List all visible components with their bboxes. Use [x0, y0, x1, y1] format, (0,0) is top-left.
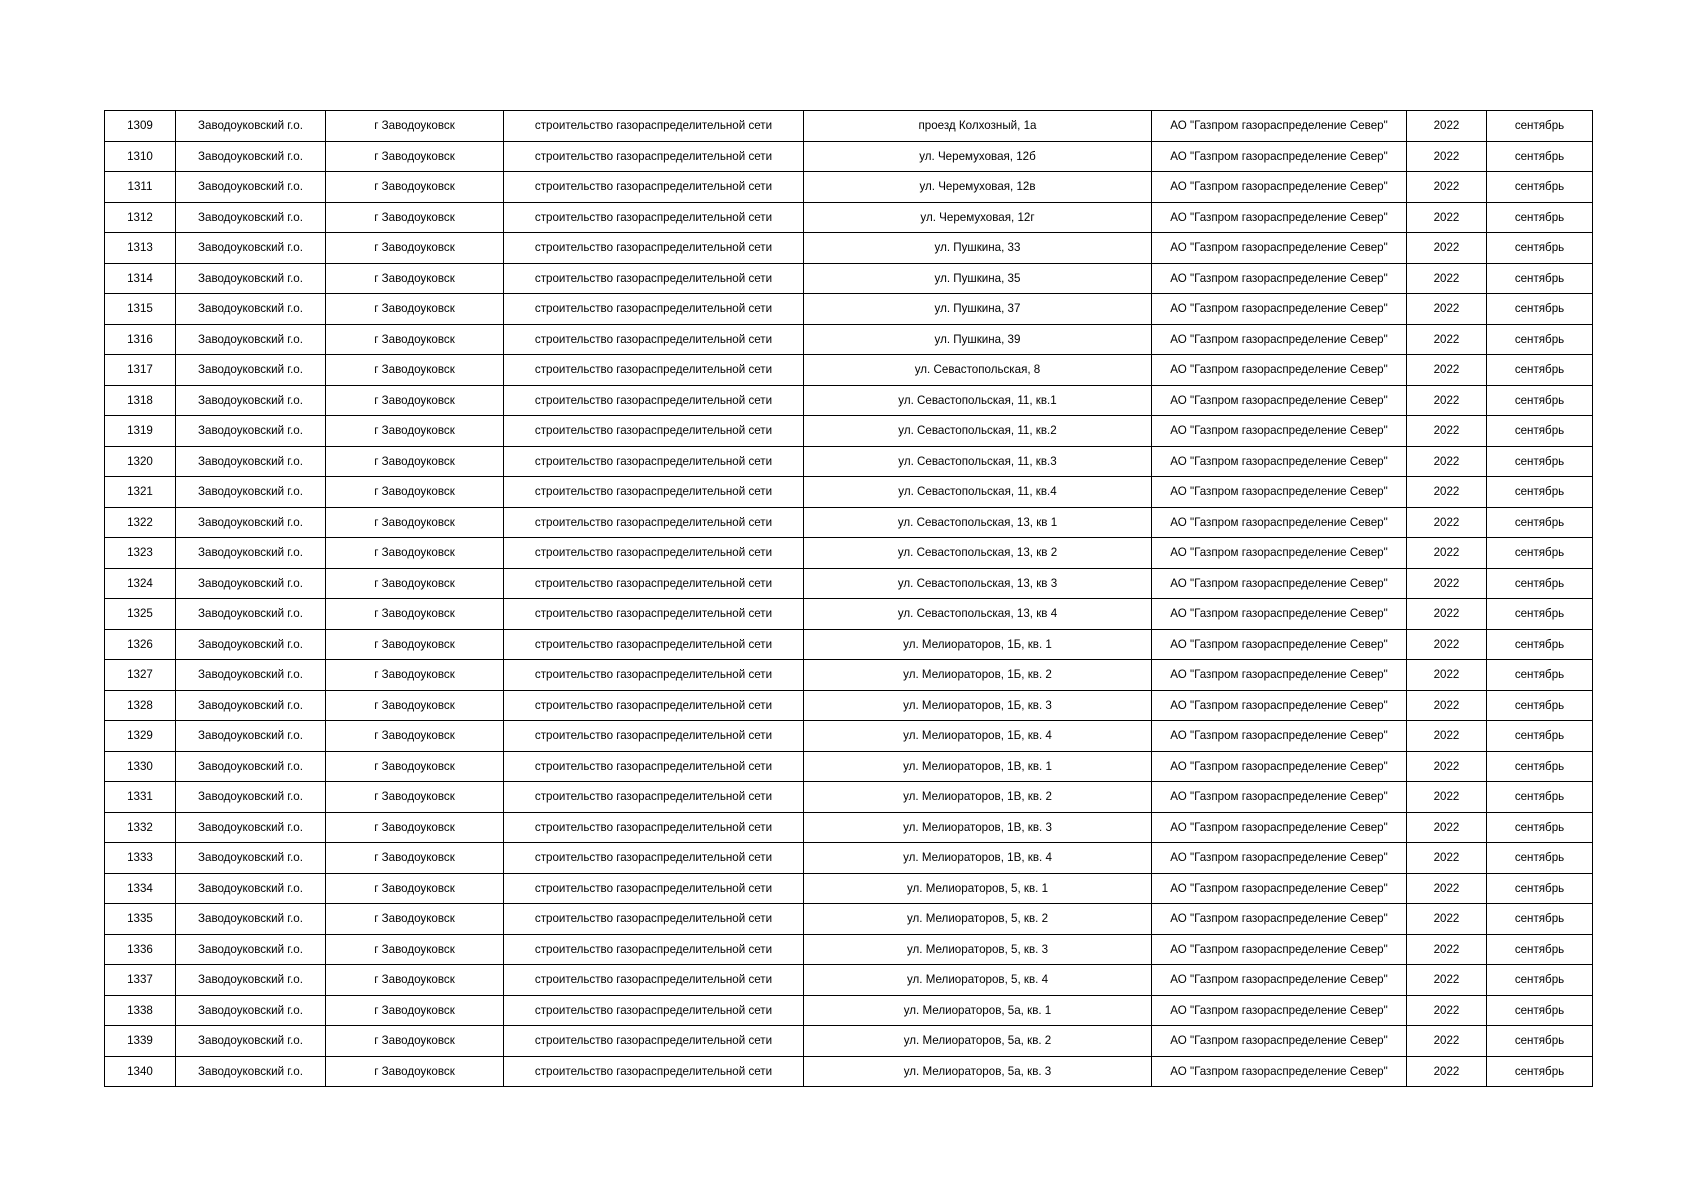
organization-cell: АО "Газпром газораспределение Север": [1152, 873, 1407, 904]
work-type-cell: строительство газораспределительной сети: [504, 721, 804, 752]
district-cell: Заводоуковский г.о.: [176, 843, 326, 874]
row-number-cell: 1330: [105, 751, 176, 782]
district-cell: Заводоуковский г.о.: [176, 416, 326, 447]
month-cell: сентябрь: [1487, 629, 1593, 660]
year-cell: 2022: [1407, 721, 1487, 752]
work-type-cell: строительство газораспределительной сети: [504, 812, 804, 843]
city-cell: г Заводоуковск: [326, 477, 504, 508]
year-cell: 2022: [1407, 934, 1487, 965]
table-row: [105, 538, 1593, 569]
address-cell: проезд Колхозный, 1а: [804, 111, 1152, 142]
month-cell: сентябрь: [1487, 965, 1593, 996]
district-cell: Заводоуковский г.о.: [176, 477, 326, 508]
month-cell: сентябрь: [1487, 324, 1593, 355]
city-cell: г Заводоуковск: [326, 965, 504, 996]
city-cell: г Заводоуковск: [326, 904, 504, 935]
city-cell: г Заводоуковск: [326, 629, 504, 660]
row-number-cell: 1325: [105, 599, 176, 630]
city-cell: г Заводоуковск: [326, 873, 504, 904]
district-cell: Заводоуковский г.о.: [176, 111, 326, 142]
month-cell: сентябрь: [1487, 385, 1593, 416]
district-cell: Заводоуковский г.о.: [176, 721, 326, 752]
district-cell: Заводоуковский г.о.: [176, 263, 326, 294]
work-type-cell: строительство газораспределительной сети: [504, 568, 804, 599]
table-row: [105, 843, 1593, 874]
work-type-cell: строительство газораспределительной сети: [504, 416, 804, 447]
address-cell: ул. Севастопольская, 13, кв 3: [804, 568, 1152, 599]
year-cell: 2022: [1407, 599, 1487, 630]
row-number-cell: 1331: [105, 782, 176, 813]
month-cell: сентябрь: [1487, 141, 1593, 172]
address-cell: ул. Севастопольская, 11, кв.1: [804, 385, 1152, 416]
work-type-cell: строительство газораспределительной сети: [504, 355, 804, 386]
month-cell: сентябрь: [1487, 721, 1593, 752]
year-cell: 2022: [1407, 477, 1487, 508]
district-cell: Заводоуковский г.о.: [176, 355, 326, 386]
work-type-cell: строительство газораспределительной сети: [504, 507, 804, 538]
row-number-cell: 1324: [105, 568, 176, 599]
table-row: [105, 477, 1593, 508]
address-cell: ул. Пушкина, 33: [804, 233, 1152, 264]
district-cell: Заводоуковский г.о.: [176, 904, 326, 935]
year-cell: 2022: [1407, 111, 1487, 142]
month-cell: сентябрь: [1487, 233, 1593, 264]
city-cell: г Заводоуковск: [326, 721, 504, 752]
district-cell: Заводоуковский г.о.: [176, 1056, 326, 1087]
work-type-cell: строительство газораспределительной сети: [504, 477, 804, 508]
year-cell: 2022: [1407, 568, 1487, 599]
organization-cell: АО "Газпром газораспределение Север": [1152, 843, 1407, 874]
city-cell: г Заводоуковск: [326, 660, 504, 691]
work-type-cell: строительство газораспределительной сети: [504, 172, 804, 203]
district-cell: Заводоуковский г.о.: [176, 660, 326, 691]
address-cell: ул. Севастопольская, 11, кв.3: [804, 446, 1152, 477]
organization-cell: АО "Газпром газораспределение Север": [1152, 1026, 1407, 1057]
organization-cell: АО "Газпром газораспределение Север": [1152, 934, 1407, 965]
table-row: [105, 629, 1593, 660]
city-cell: г Заводоуковск: [326, 995, 504, 1026]
address-cell: ул. Мелиораторов, 5а, кв. 3: [804, 1056, 1152, 1087]
row-number-cell: 1311: [105, 172, 176, 203]
district-cell: Заводоуковский г.о.: [176, 934, 326, 965]
row-number-cell: 1315: [105, 294, 176, 325]
month-cell: сентябрь: [1487, 934, 1593, 965]
table-row: [105, 141, 1593, 172]
row-number-cell: 1326: [105, 629, 176, 660]
address-cell: ул. Мелиораторов, 5а, кв. 2: [804, 1026, 1152, 1057]
table-row: [105, 782, 1593, 813]
month-cell: сентябрь: [1487, 1056, 1593, 1087]
district-cell: Заводоуковский г.о.: [176, 538, 326, 569]
table-row: [105, 904, 1593, 935]
row-number-cell: 1322: [105, 507, 176, 538]
work-type-cell: строительство газораспределительной сети: [504, 111, 804, 142]
work-type-cell: строительство газораспределительной сети: [504, 782, 804, 813]
month-cell: сентябрь: [1487, 568, 1593, 599]
row-number-cell: 1310: [105, 141, 176, 172]
month-cell: сентябрь: [1487, 995, 1593, 1026]
address-cell: ул. Пушкина, 37: [804, 294, 1152, 325]
row-number-cell: 1319: [105, 416, 176, 447]
organization-cell: АО "Газпром газораспределение Север": [1152, 751, 1407, 782]
table-row: [105, 873, 1593, 904]
address-cell: ул. Пушкина, 39: [804, 324, 1152, 355]
address-cell: ул. Мелиораторов, 5, кв. 3: [804, 934, 1152, 965]
address-cell: ул. Пушкина, 35: [804, 263, 1152, 294]
organization-cell: АО "Газпром газораспределение Север": [1152, 995, 1407, 1026]
year-cell: 2022: [1407, 538, 1487, 569]
row-number-cell: 1338: [105, 995, 176, 1026]
row-number-cell: 1332: [105, 812, 176, 843]
work-type-cell: строительство газораспределительной сети: [504, 904, 804, 935]
work-type-cell: строительство газораспределительной сети: [504, 965, 804, 996]
work-type-cell: строительство газораспределительной сети: [504, 599, 804, 630]
row-number-cell: 1317: [105, 355, 176, 386]
table-row: [105, 965, 1593, 996]
year-cell: 2022: [1407, 507, 1487, 538]
address-cell: ул. Черемуховая, 12б: [804, 141, 1152, 172]
organization-cell: АО "Газпром газораспределение Север": [1152, 202, 1407, 233]
organization-cell: АО "Газпром газораспределение Север": [1152, 233, 1407, 264]
year-cell: 2022: [1407, 660, 1487, 691]
table-row: [105, 751, 1593, 782]
year-cell: 2022: [1407, 995, 1487, 1026]
organization-cell: АО "Газпром газораспределение Север": [1152, 294, 1407, 325]
city-cell: г Заводоуковск: [326, 507, 504, 538]
year-cell: 2022: [1407, 965, 1487, 996]
city-cell: г Заводоуковск: [326, 324, 504, 355]
table-row: [105, 446, 1593, 477]
city-cell: г Заводоуковск: [326, 599, 504, 630]
work-type-cell: строительство газораспределительной сети: [504, 538, 804, 569]
work-type-cell: строительство газораспределительной сети: [504, 141, 804, 172]
address-cell: ул. Мелиораторов, 5, кв. 2: [804, 904, 1152, 935]
city-cell: г Заводоуковск: [326, 538, 504, 569]
table-row: [105, 385, 1593, 416]
district-cell: Заводоуковский г.о.: [176, 385, 326, 416]
address-cell: ул. Севастопольская, 11, кв.4: [804, 477, 1152, 508]
year-cell: 2022: [1407, 141, 1487, 172]
address-cell: ул. Севастопольская, 13, кв 2: [804, 538, 1152, 569]
row-number-cell: 1314: [105, 263, 176, 294]
table-row: [105, 812, 1593, 843]
city-cell: г Заводоуковск: [326, 782, 504, 813]
year-cell: 2022: [1407, 172, 1487, 203]
district-cell: Заводоуковский г.о.: [176, 995, 326, 1026]
row-number-cell: 1309: [105, 111, 176, 142]
table-row: [105, 1026, 1593, 1057]
month-cell: сентябрь: [1487, 782, 1593, 813]
city-cell: г Заводоуковск: [326, 141, 504, 172]
work-type-cell: строительство газораспределительной сети: [504, 1056, 804, 1087]
district-cell: Заводоуковский г.о.: [176, 568, 326, 599]
month-cell: сентябрь: [1487, 202, 1593, 233]
organization-cell: АО "Газпром газораспределение Север": [1152, 263, 1407, 294]
month-cell: сентябрь: [1487, 446, 1593, 477]
city-cell: г Заводоуковск: [326, 202, 504, 233]
row-number-cell: 1327: [105, 660, 176, 691]
organization-cell: АО "Газпром газораспределение Север": [1152, 111, 1407, 142]
month-cell: сентябрь: [1487, 599, 1593, 630]
city-cell: г Заводоуковск: [326, 355, 504, 386]
district-cell: Заводоуковский г.о.: [176, 782, 326, 813]
district-cell: Заводоуковский г.о.: [176, 202, 326, 233]
year-cell: 2022: [1407, 782, 1487, 813]
month-cell: сентябрь: [1487, 538, 1593, 569]
organization-cell: АО "Газпром газораспределение Север": [1152, 477, 1407, 508]
organization-cell: АО "Газпром газораспределение Север": [1152, 355, 1407, 386]
organization-cell: АО "Газпром газораспределение Север": [1152, 782, 1407, 813]
city-cell: г Заводоуковск: [326, 416, 504, 447]
table-row: [105, 202, 1593, 233]
table-row: [105, 934, 1593, 965]
work-type-cell: строительство газораспределительной сети: [504, 263, 804, 294]
city-cell: г Заводоуковск: [326, 843, 504, 874]
work-type-cell: строительство газораспределительной сети: [504, 629, 804, 660]
address-cell: ул. Мелиораторов, 1Б, кв. 2: [804, 660, 1152, 691]
address-cell: ул. Черемуховая, 12в: [804, 172, 1152, 203]
table-row: [105, 111, 1593, 142]
row-number-cell: 1323: [105, 538, 176, 569]
district-cell: Заводоуковский г.о.: [176, 233, 326, 264]
address-cell: ул. Мелиораторов, 1В, кв. 2: [804, 782, 1152, 813]
year-cell: 2022: [1407, 843, 1487, 874]
organization-cell: АО "Газпром газораспределение Север": [1152, 507, 1407, 538]
row-number-cell: 1312: [105, 202, 176, 233]
district-cell: Заводоуковский г.о.: [176, 873, 326, 904]
organization-cell: АО "Газпром газораспределение Север": [1152, 904, 1407, 935]
row-number-cell: 1336: [105, 934, 176, 965]
organization-cell: АО "Газпром газораспределение Север": [1152, 538, 1407, 569]
work-type-cell: строительство газораспределительной сети: [504, 843, 804, 874]
year-cell: 2022: [1407, 812, 1487, 843]
district-cell: Заводоуковский г.о.: [176, 507, 326, 538]
address-cell: ул. Мелиораторов, 1Б, кв. 1: [804, 629, 1152, 660]
table-row: [105, 995, 1593, 1026]
table-row: [105, 233, 1593, 264]
month-cell: сентябрь: [1487, 263, 1593, 294]
month-cell: сентябрь: [1487, 294, 1593, 325]
organization-cell: АО "Газпром газораспределение Север": [1152, 416, 1407, 447]
year-cell: 2022: [1407, 873, 1487, 904]
address-cell: ул. Севастопольская, 13, кв 1: [804, 507, 1152, 538]
city-cell: г Заводоуковск: [326, 1026, 504, 1057]
organization-cell: АО "Газпром газораспределение Север": [1152, 141, 1407, 172]
organization-cell: АО "Газпром газораспределение Север": [1152, 721, 1407, 752]
district-cell: Заводоуковский г.о.: [176, 446, 326, 477]
table-row: [105, 294, 1593, 325]
year-cell: 2022: [1407, 416, 1487, 447]
month-cell: сентябрь: [1487, 111, 1593, 142]
year-cell: 2022: [1407, 1026, 1487, 1057]
address-cell: ул. Мелиораторов, 1В, кв. 4: [804, 843, 1152, 874]
district-cell: Заводоуковский г.о.: [176, 751, 326, 782]
work-type-cell: строительство газораспределительной сети: [504, 202, 804, 233]
work-type-cell: строительство газораспределительной сети: [504, 233, 804, 264]
city-cell: г Заводоуковск: [326, 1056, 504, 1087]
year-cell: 2022: [1407, 751, 1487, 782]
city-cell: г Заводоуковск: [326, 812, 504, 843]
row-number-cell: 1334: [105, 873, 176, 904]
month-cell: сентябрь: [1487, 172, 1593, 203]
row-number-cell: 1329: [105, 721, 176, 752]
row-number-cell: 1318: [105, 385, 176, 416]
row-number-cell: 1313: [105, 233, 176, 264]
district-cell: Заводоуковский г.о.: [176, 324, 326, 355]
month-cell: сентябрь: [1487, 355, 1593, 386]
work-type-cell: строительство газораспределительной сети: [504, 385, 804, 416]
table-row: [105, 263, 1593, 294]
city-cell: г Заводоуковск: [326, 233, 504, 264]
address-cell: ул. Мелиораторов, 1В, кв. 1: [804, 751, 1152, 782]
organization-cell: АО "Газпром газораспределение Север": [1152, 629, 1407, 660]
city-cell: г Заводоуковск: [326, 172, 504, 203]
year-cell: 2022: [1407, 294, 1487, 325]
work-type-cell: строительство газораспределительной сети: [504, 690, 804, 721]
district-cell: Заводоуковский г.о.: [176, 141, 326, 172]
address-cell: ул. Черемуховая, 12г: [804, 202, 1152, 233]
month-cell: сентябрь: [1487, 1026, 1593, 1057]
work-type-cell: строительство газораспределительной сети: [504, 446, 804, 477]
organization-cell: АО "Газпром газораспределение Север": [1152, 690, 1407, 721]
organization-cell: АО "Газпром газораспределение Север": [1152, 599, 1407, 630]
month-cell: сентябрь: [1487, 416, 1593, 447]
year-cell: 2022: [1407, 355, 1487, 386]
table-row: [105, 416, 1593, 447]
month-cell: сентябрь: [1487, 843, 1593, 874]
work-type-cell: строительство газораспределительной сети: [504, 873, 804, 904]
year-cell: 2022: [1407, 446, 1487, 477]
data-table: [104, 110, 1593, 1087]
address-cell: ул. Мелиораторов, 1В, кв. 3: [804, 812, 1152, 843]
table-row: [105, 172, 1593, 203]
month-cell: сентябрь: [1487, 873, 1593, 904]
organization-cell: АО "Газпром газораспределение Север": [1152, 172, 1407, 203]
table-row: [105, 599, 1593, 630]
district-cell: Заводоуковский г.о.: [176, 294, 326, 325]
month-cell: сентябрь: [1487, 812, 1593, 843]
district-cell: Заводоуковский г.о.: [176, 629, 326, 660]
organization-cell: АО "Газпром газораспределение Север": [1152, 385, 1407, 416]
month-cell: сентябрь: [1487, 751, 1593, 782]
table-row: [105, 721, 1593, 752]
year-cell: 2022: [1407, 202, 1487, 233]
address-cell: ул. Мелиораторов, 5, кв. 1: [804, 873, 1152, 904]
row-number-cell: 1320: [105, 446, 176, 477]
year-cell: 2022: [1407, 324, 1487, 355]
district-cell: Заводоуковский г.о.: [176, 1026, 326, 1057]
table-body: [105, 111, 1593, 1087]
year-cell: 2022: [1407, 629, 1487, 660]
work-type-cell: строительство газораспределительной сети: [504, 751, 804, 782]
work-type-cell: строительство газораспределительной сети: [504, 660, 804, 691]
address-cell: ул. Мелиораторов, 5а, кв. 1: [804, 995, 1152, 1026]
year-cell: 2022: [1407, 690, 1487, 721]
table-row: [105, 355, 1593, 386]
year-cell: 2022: [1407, 233, 1487, 264]
year-cell: 2022: [1407, 904, 1487, 935]
organization-cell: АО "Газпром газораспределение Север": [1152, 812, 1407, 843]
row-number-cell: 1339: [105, 1026, 176, 1057]
month-cell: сентябрь: [1487, 477, 1593, 508]
city-cell: г Заводоуковск: [326, 385, 504, 416]
work-type-cell: строительство газораспределительной сети: [504, 995, 804, 1026]
table-row: [105, 507, 1593, 538]
work-type-cell: строительство газораспределительной сети: [504, 934, 804, 965]
work-type-cell: строительство газораспределительной сети: [504, 294, 804, 325]
row-number-cell: 1316: [105, 324, 176, 355]
year-cell: 2022: [1407, 385, 1487, 416]
city-cell: г Заводоуковск: [326, 751, 504, 782]
district-cell: Заводоуковский г.о.: [176, 599, 326, 630]
organization-cell: АО "Газпром газораспределение Север": [1152, 324, 1407, 355]
address-cell: ул. Севастопольская, 8: [804, 355, 1152, 386]
table-row: [105, 324, 1593, 355]
row-number-cell: 1335: [105, 904, 176, 935]
table-row: [105, 1056, 1593, 1087]
address-cell: ул. Мелиораторов, 5, кв. 4: [804, 965, 1152, 996]
work-type-cell: строительство газораспределительной сети: [504, 324, 804, 355]
organization-cell: АО "Газпром газораспределение Север": [1152, 660, 1407, 691]
year-cell: 2022: [1407, 1056, 1487, 1087]
month-cell: сентябрь: [1487, 660, 1593, 691]
address-cell: ул. Мелиораторов, 1Б, кв. 4: [804, 721, 1152, 752]
row-number-cell: 1333: [105, 843, 176, 874]
city-cell: г Заводоуковск: [326, 294, 504, 325]
table-row: [105, 660, 1593, 691]
address-cell: ул. Севастопольская, 11, кв.2: [804, 416, 1152, 447]
organization-cell: АО "Газпром газораспределение Север": [1152, 1056, 1407, 1087]
city-cell: г Заводоуковск: [326, 111, 504, 142]
district-cell: Заводоуковский г.о.: [176, 172, 326, 203]
district-cell: Заводоуковский г.о.: [176, 690, 326, 721]
city-cell: г Заводоуковск: [326, 446, 504, 477]
address-cell: ул. Мелиораторов, 1Б, кв. 3: [804, 690, 1152, 721]
row-number-cell: 1340: [105, 1056, 176, 1087]
row-number-cell: 1337: [105, 965, 176, 996]
organization-cell: АО "Газпром газораспределение Север": [1152, 446, 1407, 477]
city-cell: г Заводоуковск: [326, 263, 504, 294]
month-cell: сентябрь: [1487, 690, 1593, 721]
month-cell: сентябрь: [1487, 904, 1593, 935]
row-number-cell: 1328: [105, 690, 176, 721]
organization-cell: АО "Газпром газораспределение Север": [1152, 568, 1407, 599]
row-number-cell: 1321: [105, 477, 176, 508]
city-cell: г Заводоуковск: [326, 568, 504, 599]
organization-cell: АО "Газпром газораспределение Север": [1152, 965, 1407, 996]
table-row: [105, 568, 1593, 599]
address-cell: ул. Севастопольская, 13, кв 4: [804, 599, 1152, 630]
year-cell: 2022: [1407, 263, 1487, 294]
month-cell: сентябрь: [1487, 507, 1593, 538]
city-cell: г Заводоуковск: [326, 690, 504, 721]
city-cell: г Заводоуковск: [326, 934, 504, 965]
work-type-cell: строительство газораспределительной сети: [504, 1026, 804, 1057]
district-cell: Заводоуковский г.о.: [176, 965, 326, 996]
district-cell: Заводоуковский г.о.: [176, 812, 326, 843]
table-row: [105, 690, 1593, 721]
